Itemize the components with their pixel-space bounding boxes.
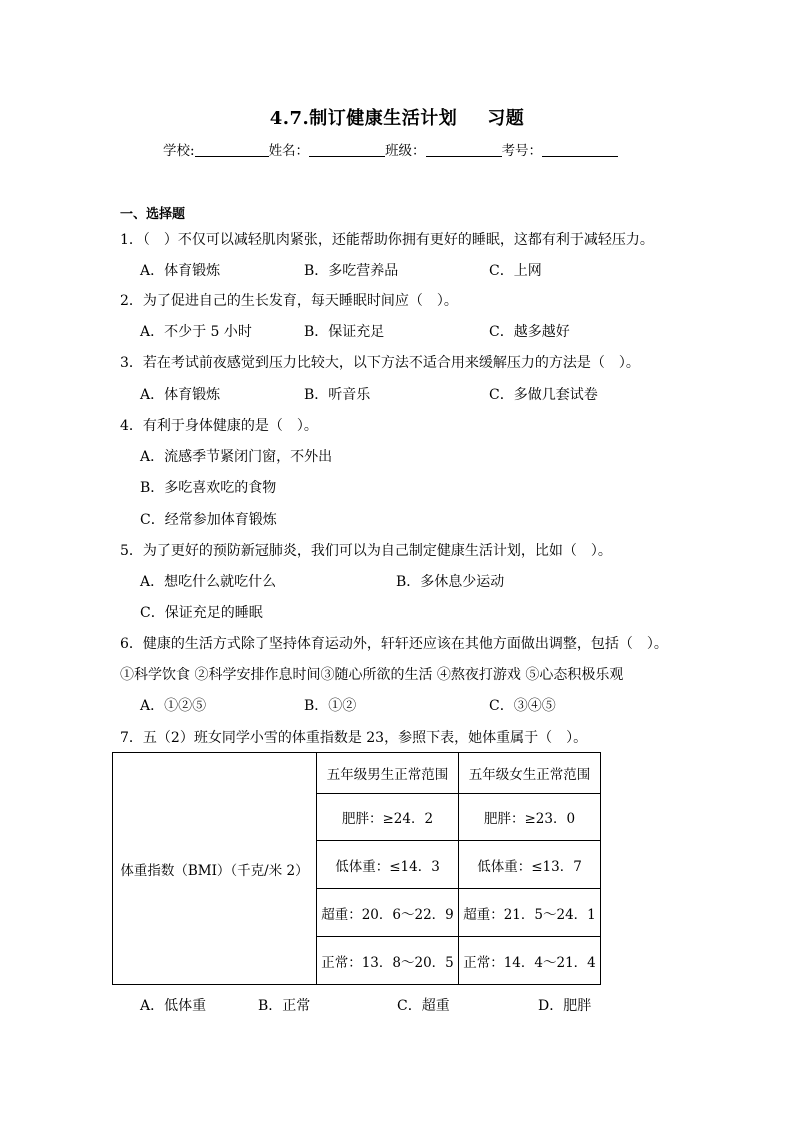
class-label: 班级： [385,143,426,159]
q1-option-b[interactable]: B．多吃营养品 [304,263,399,279]
q7-option-d[interactable]: D．肥胖 [538,998,592,1014]
question-5: 5．为了更好的预防新冠肺炎，我们可以为自己制定健康生活计划，比如（ ）。 [120,543,612,559]
question-2: 2．为了促进自己的生长发育，每天睡眠时间应（ ）。 [120,293,458,309]
q7-option-b[interactable]: B．正常 [258,998,311,1014]
header-boys: 五年级男生正常范围 [317,753,459,794]
q5-option-a[interactable]: A．想吃什么就吃什么 [140,574,277,590]
boys-normal: 正常：13．8～20．5 [317,937,459,985]
q2-option-a[interactable]: A．不少于 5 小时 [140,324,252,340]
q1-option-a[interactable]: A．体育锻炼 [140,263,221,279]
q2-option-b[interactable]: B．保证充足 [304,324,385,340]
boys-underweight: 低体重：≤14．3 [317,841,459,889]
q5-option-c[interactable]: C．保证充足的睡眠 [140,605,263,621]
q6-option-c[interactable]: C．③④⑤ [489,698,556,714]
school-blank[interactable] [195,142,269,157]
bmi-reference-table [112,752,601,985]
question-3: 3．若在考试前夜感觉到压力比较大，以下方法不适合用来缓解压力的方法是（ ）。 [120,355,640,371]
q4-option-a[interactable]: A．流感季节紧闭门窗，不外出 [140,449,333,465]
bmi-row-label: 体重指数（BMI）（千克/米 2） [113,753,317,985]
girls-normal: 正常：14．4～21．4 [459,937,601,985]
q3-option-c[interactable]: C．多做几套试卷 [489,387,598,403]
girls-overweight: 超重：21．5～24．1 [459,889,601,937]
number-blank[interactable] [542,142,618,157]
question-4: 4．有利于身体健康的是（ ）。 [120,418,318,434]
q7-option-a[interactable]: A．低体重 [140,998,207,1014]
q6-choices-list: ①科学饮食 ②科学安排作息时间③随心所欲的生活 ④熬夜打游戏 ⑤心态积极乐观 [120,667,624,683]
girls-obese: 肥胖：≥23．0 [459,794,601,841]
section-heading: 一、选择题 [120,207,186,222]
q5-option-b[interactable]: B．多休息少运动 [396,574,505,590]
question-6: 6．健康的生活方式除了坚持体育运动外，轩轩还应该在其他方面做出调整，包括（ ）。 [120,636,668,652]
girls-underweight: 低体重：≤13．7 [459,841,601,889]
q4-option-b[interactable]: B．多吃喜欢吃的食物 [140,480,277,496]
school-label: 学校: [163,143,195,159]
q1-option-c[interactable]: C．上网 [489,263,542,279]
header-girls: 五年级女生正常范围 [459,753,601,794]
q3-option-a[interactable]: A．体育锻炼 [140,387,221,403]
q2-option-c[interactable]: C．越多越好 [489,324,570,340]
name-blank[interactable] [309,142,385,157]
boys-overweight: 超重：20．6～22．9 [317,889,459,937]
q4-option-c[interactable]: C．经常参加体育锻炼 [140,512,277,528]
name-label: 姓名： [268,143,310,159]
q6-option-b[interactable]: B．①② [304,698,357,714]
page-title [0,104,794,130]
q6-option-a[interactable]: A．①②⑤ [140,698,207,714]
title-main: 4.7.制订健康生活计划 [269,108,458,129]
title-sub: 习题 [487,108,525,129]
number-label: 考号： [501,143,543,159]
class-blank[interactable] [426,142,502,157]
boys-obese: 肥胖：≥24．2 [317,794,459,841]
q7-option-c[interactable]: C．超重 [397,998,450,1014]
student-info-line [163,139,618,159]
question-1: 1．（ ）不仅可以减轻肌肉紧张，还能帮助你拥有更好的睡眠，这都有利于减轻压力。 [120,232,654,248]
q3-option-b[interactable]: B．听音乐 [304,387,371,403]
question-7: 7．五（2）班女同学小雪的体重指数是 23，参照下表，她体重属于（ ）。 [120,730,588,746]
